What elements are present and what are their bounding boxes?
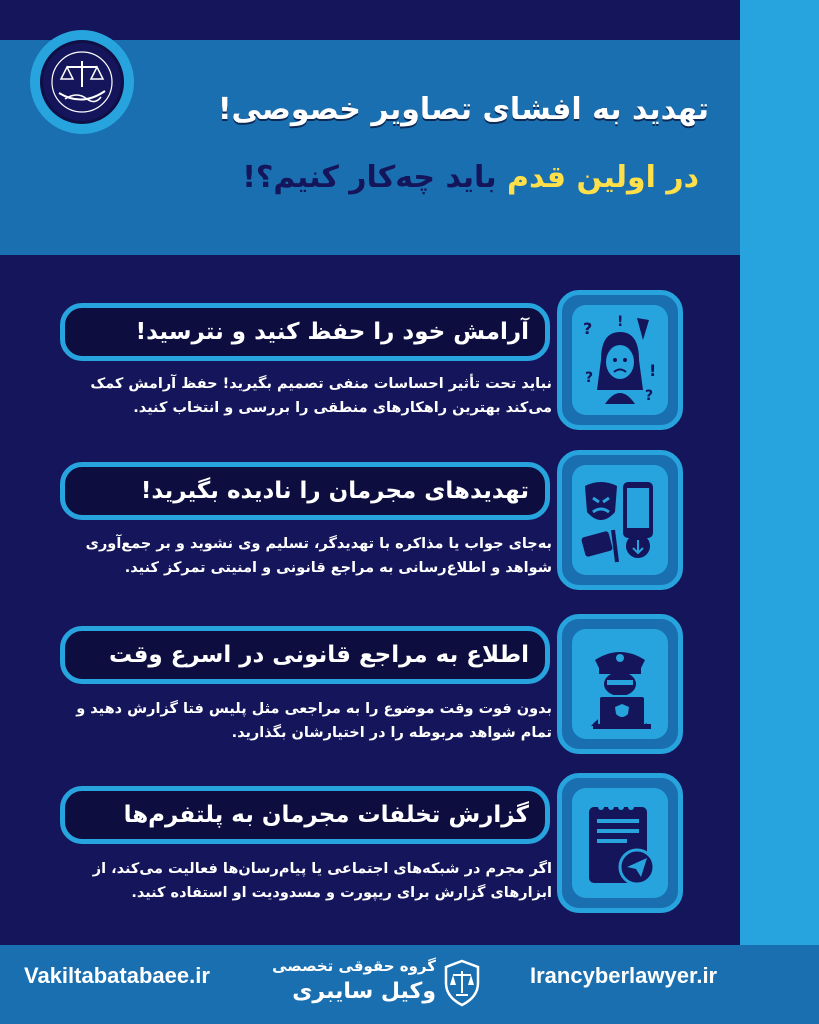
footer-link-irancyberlawyer[interactable]: Irancyberlawyer.ir	[530, 963, 718, 988]
cyber-police-icon	[577, 636, 663, 732]
card-2-body: به‌جای جواب یا مذاکره با تهدیدگر، تسلیم وی نشوید و بر جمع‌آوری شواهد و اطلاع‌رسانی به مراجع قانونی و امنیتی تمرکز کنید.	[85, 536, 552, 576]
card-1-icon-box	[557, 290, 683, 430]
notepad-telegram-icon	[577, 795, 663, 891]
brand-name: وکیل سایبری	[292, 979, 436, 1004]
scales-of-justice-icon	[47, 47, 117, 117]
card-3-title-box	[60, 626, 550, 684]
card-1-title-box	[60, 303, 550, 361]
footer-link-vakiltabatabaee[interactable]: Vakiltabatabaee.ir	[24, 963, 210, 988]
masks-phone-icon	[577, 472, 663, 568]
right-accent-strip	[740, 0, 819, 1024]
footer-brand	[272, 955, 482, 1015]
card-2-icon-box	[557, 450, 683, 590]
brand-shield-icon	[442, 959, 482, 1007]
card-2-title-box	[60, 462, 550, 520]
brand-subtitle: گروه حقوقی تخصصی	[272, 957, 436, 975]
page-title: تهدید به افشای تصاویر خصوصی!	[217, 92, 709, 127]
subtitle-rest: باید چه‌کار کنیم؟!	[242, 160, 497, 195]
svg-text:?: ?	[585, 370, 594, 386]
subtitle-highlight: در اولین قدم	[507, 160, 699, 195]
card-3-title: اطلاع به مراجع قانونی در اسرع وقت	[109, 642, 529, 668]
card-4-title: گزارش تخلفات مجرمان به پلتفرم‌ها	[123, 802, 529, 828]
svg-text:!: !	[649, 361, 657, 380]
card-1-body: نباید تحت تأثیر احساسات منفی تصمیم بگیرید! حفظ آرامش کمک می‌کند بهترین راهکارهای منطقی را بررسی و انتخاب کنید.	[90, 376, 552, 416]
worried-woman-icon	[577, 312, 663, 408]
card-4-title-box	[60, 786, 550, 844]
card-3-icon-box	[557, 614, 683, 754]
card-2-title: تهدیدهای مجرمان را نادیده بگیرید!	[140, 478, 529, 504]
svg-text:!: !	[617, 314, 624, 330]
page-subtitle	[242, 160, 699, 195]
card-4-icon-box	[557, 773, 683, 913]
card-1-title: آرامش خود را حفظ کنید و نترسید!	[135, 319, 529, 345]
svg-text:?: ?	[583, 319, 593, 338]
header-top-band	[0, 0, 740, 40]
card-3-body: بدون فوت وقت موضوع را به مراجعی مثل پلیس فتا گزارش دهید و تمام شواهد مربوطه را در اختیارشان بگذارید.	[76, 701, 552, 741]
card-4-body: اگر مجرم در شبکه‌های اجتماعی یا پیام‌رسان‌ها فعالیت می‌کند، از ابزارهای گزارش برای ریپورت و مسدودیت او استفاده کنید.	[92, 861, 552, 901]
logo-seal	[30, 30, 134, 134]
svg-text:?: ?	[645, 388, 654, 404]
